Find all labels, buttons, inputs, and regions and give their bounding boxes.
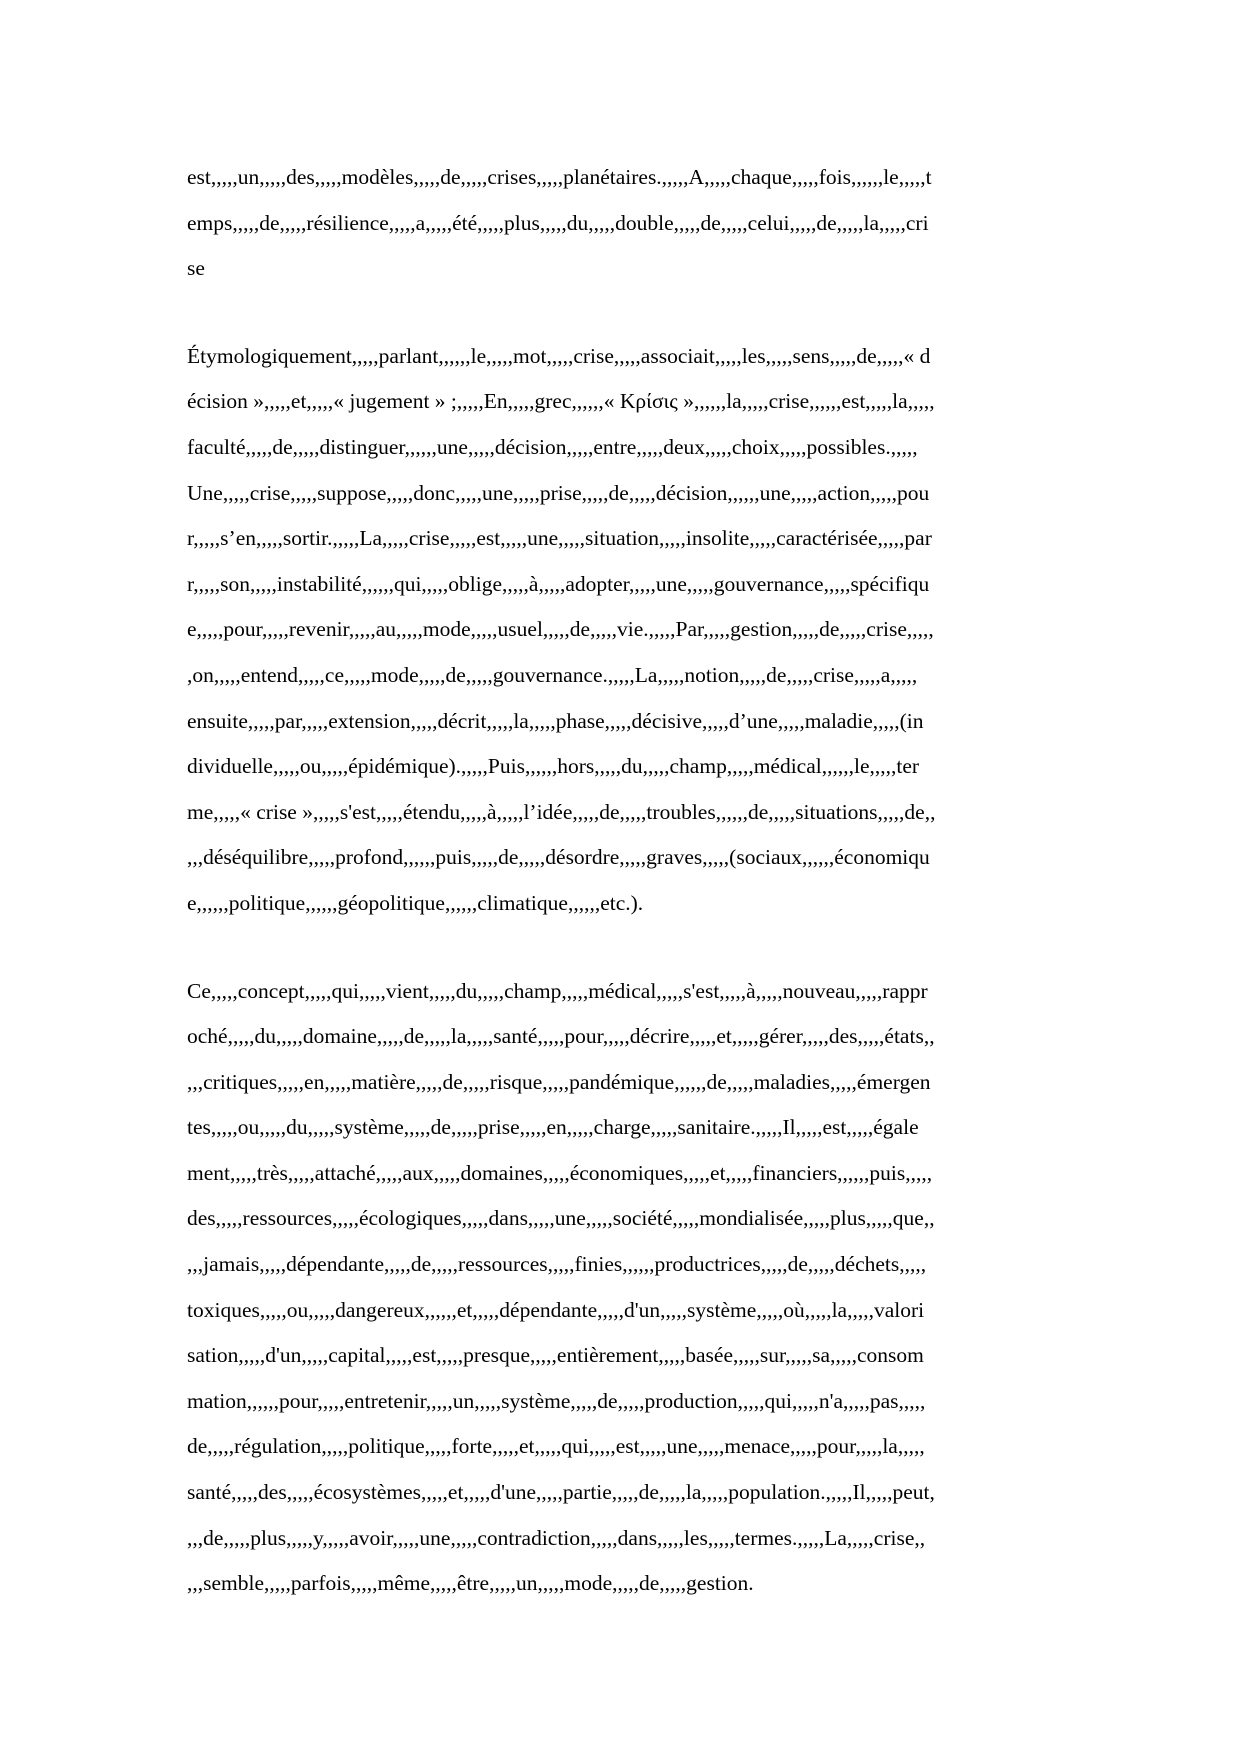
text-line: des,,,,,ressources,,,,,écologiques,,,,,dans,,,,,une,,,,,société,,,,,mondialisée,,,,,plus,,,,,que,, xyxy=(187,1206,935,1231)
text-line: ment,,,,,très,,,,,attaché,,,,,aux,,,,,domaines,,,,,économiques,,,,,et,,,,,financiers,,,,,,puis,,,,, xyxy=(187,1160,933,1185)
text-line: de,,,,,régulation,,,,,politique,,,,,forte,,,,,et,,,,,qui,,,,,est,,,,,une,,,,,menace,,,,,pour,,,,,la,,,,, xyxy=(187,1434,925,1459)
text-line: se xyxy=(187,256,205,281)
paragraph-1 xyxy=(187,155,1057,292)
text-line: r,,,,,son,,,,,instabilité,,,,,,qui,,,,,oblige,,,,,à,,,,,adopter,,,,,une,,,,,gouvernance,,,,,spécifiqu xyxy=(187,571,930,596)
text-line: ,,,déséquilibre,,,,,profond,,,,,,puis,,,,,de,,,,,désordre,,,,,graves,,,,,(sociaux,,,,,,économiqu xyxy=(187,845,930,870)
text-line: ensuite,,,,,par,,,,,extension,,,,,décrit,,,,,la,,,,,phase,,,,,décisive,,,,,d’une,,,,,maladie,,,,,(in xyxy=(187,708,924,733)
text-line: Étymologiquement,,,,,parlant,,,,,,le,,,,,mot,,,,,crise,,,,,associait,,,,,les,,,,,sens,,,,,de,,,,,« d xyxy=(187,343,931,368)
text-line: Ce,,,,,concept,,,,,qui,,,,,vient,,,,,du,,,,,champ,,,,,médical,,,,,s'est,,,,,à,,,,,nouveau,,,,,rappr xyxy=(187,978,928,1003)
text-line: ,,,semble,,,,,parfois,,,,,même,,,,,être,,,,,un,,,,,mode,,,,,de,,,,,gestion. xyxy=(187,1571,754,1596)
paragraph-2 xyxy=(187,334,1057,927)
paragraph-3 xyxy=(187,969,1057,1607)
text-line: ,,,de,,,,,plus,,,,,y,,,,,avoir,,,,,une,,,,,contradiction,,,,,dans,,,,,les,,,,,termes.,,,,,La,,,,,crise,, xyxy=(187,1525,926,1550)
text-line: dividuelle,,,,,ou,,,,,épidémique).,,,,,Puis,,,,,,hors,,,,,du,,,,,champ,,,,,médical,,,,,,le,,,,,ter xyxy=(187,754,920,779)
text-line: toxiques,,,,,ou,,,,,dangereux,,,,,,et,,,,,dépendante,,,,,d'un,,,,,système,,,,,où,,,,,la,,,,,valori xyxy=(187,1297,925,1322)
document-body xyxy=(187,155,1057,1649)
text-line: e,,,,,,politique,,,,,,géopolitique,,,,,,climatique,,,,,,etc.). xyxy=(187,890,644,915)
text-line: ,,,critiques,,,,,en,,,,,matière,,,,,de,,,,,risque,,,,,pandémique,,,,,,de,,,,,maladies,,,,,émergen xyxy=(187,1069,931,1094)
text-line: mation,,,,,,pour,,,,,entretenir,,,,,un,,,,,système,,,,,de,,,,,production,,,,,qui,,,,,n'a,,,,,pas,,,,, xyxy=(187,1388,926,1413)
text-line: écision »,,,,,et,,,,,« jugement » ;,,,,,En,,,,,grec,,,,,,« Κρίσις »,,,,,,la,,,,,crise,,,,,,est,,,,,la,,,,, xyxy=(187,389,935,414)
text-line: r,,,,,s’en,,,,,sortir.,,,,,La,,,,,crise,,,,,est,,,,,une,,,,,situation,,,,,insolite,,,,,caractérisée,,,,,par xyxy=(187,526,932,551)
text-line: emps,,,,,de,,,,,résilience,,,,,a,,,,,été,,,,,plus,,,,,du,,,,,double,,,,,de,,,,,celui,,,,,de,,,,,la,,,,,cri xyxy=(187,210,929,235)
text-line: oché,,,,,du,,,,,domaine,,,,,de,,,,,la,,,,,santé,,,,,pour,,,,,décrire,,,,,et,,,,,gérer,,,,,des,,,,,états,, xyxy=(187,1024,935,1049)
text-line: sation,,,,,d'un,,,,,capital,,,,,est,,,,,presque,,,,,entièrement,,,,,basée,,,,,sur,,,,,sa,,,,,consom xyxy=(187,1343,924,1368)
text-line: e,,,,,pour,,,,,revenir,,,,,au,,,,,mode,,,,,usuel,,,,,de,,,,,vie.,,,,,Par,,,,,gestion,,,,,de,,,,,crise,,,,, xyxy=(187,617,934,642)
text-line: faculté,,,,,de,,,,,distinguer,,,,,,une,,,,,décision,,,,,entre,,,,,deux,,,,,choix,,,,,possibles.,,,,, xyxy=(187,434,918,459)
text-line: est,,,,,un,,,,,des,,,,,modèles,,,,,de,,,,,crises,,,,,planétaires.,,,,,A,,,,,chaque,,,,,fois,,,,,,le,,,,,t xyxy=(187,165,932,189)
text-line: tes,,,,,ou,,,,,du,,,,,système,,,,,de,,,,,prise,,,,,en,,,,,charge,,,,,sanitaire.,,,,,Il,,,,,est,,,,,égale xyxy=(187,1115,919,1140)
text-line: me,,,,,« crise »,,,,,s'est,,,,,étendu,,,,,à,,,,,l’idée,,,,,de,,,,,troubles,,,,,,de,,,,,situations,,,,,de,, xyxy=(187,799,936,824)
text-line: ,on,,,,,entend,,,,,ce,,,,,mode,,,,,de,,,,,gouvernance.,,,,,La,,,,,notion,,,,,de,,,,,crise,,,,,a,,,,, xyxy=(187,662,918,687)
text-line: santé,,,,,des,,,,,écosystèmes,,,,,et,,,,,d'une,,,,,partie,,,,,de,,,,,la,,,,,population.,,,,,Il,,,,,peut, xyxy=(187,1480,935,1505)
text-line: Une,,,,,crise,,,,,suppose,,,,,donc,,,,,une,,,,,prise,,,,,de,,,,,décision,,,,,,une,,,,,action,,,,,pou xyxy=(187,480,930,505)
text-line: ,,,jamais,,,,,dépendante,,,,,de,,,,,ressources,,,,,finies,,,,,,productrices,,,,,de,,,,,déchets,,,,, xyxy=(187,1252,927,1277)
